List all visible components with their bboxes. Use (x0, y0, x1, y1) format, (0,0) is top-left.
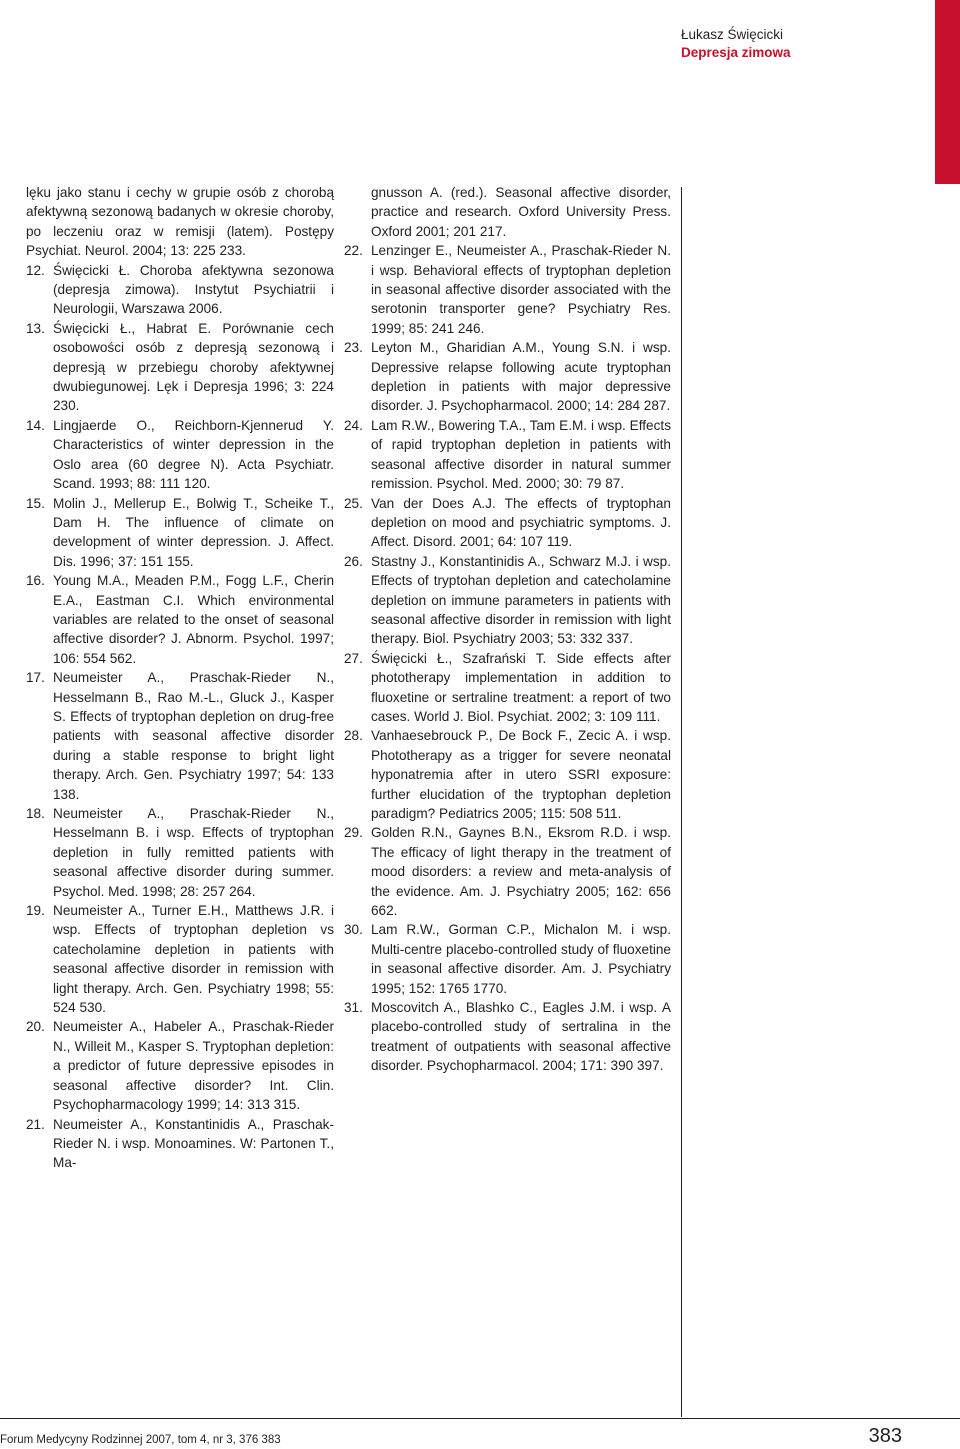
reference-entry (26, 494, 334, 572)
reference-text: Vanhaesebrouck P., De Bock F., Zecic A. i wsp. Phototherapy as a trigger for severe neonatal hyponatremia after in utero SSRI exposure: further elucidation of the tryptophan depletion paradigm? Pediatrics 2005; 115: 508 511. (371, 728, 671, 821)
reference-text: Neumeister A., Praschak-Rieder N., Hesselmann B. i wsp. Effects of tryptophan depletion in fully remitted patients with seasonal affective disorder during summer. Psychol. Med. 1998; 28: 257 264. (53, 806, 334, 899)
reference-entry (26, 416, 334, 494)
reference-entry (344, 998, 671, 1076)
reference-text: Święcicki Ł. Choroba afektywna sezonowa (depresja zimowa). Instytut Psychiatrii i Neurologii, Warszawa 2006. (53, 262, 334, 317)
footer-divider (0, 1418, 960, 1419)
reference-text: Neumeister A., Praschak-Rieder N., Hesselmann B., Rao M.-L., Gluck J., Kasper S. Effects of tryptophan depletion on drug-free patients with seasonal affective disorder during a stable response to bright light therapy. Arch. Gen. Psychiatry 1997; 54: 133 138. (53, 670, 334, 802)
reference-number: 24. (344, 417, 363, 433)
reference-number: 22. (344, 243, 363, 259)
reference-entry (344, 726, 671, 823)
footer-journal: Forum Medycyny Rodzinnej 2007, tom 4, nr 3, 376 383 (0, 1434, 281, 1446)
reference-entry (26, 1017, 334, 1114)
red-accent-bar (935, 0, 960, 184)
reference-text: Święcicki Ł., Szafrański T. Side effects after phototherapy implementation in addition to fluoxetine or sertraline treatment: a report of two cases. World J. Biol. Psychiat. 2002; 3: 109 111. (371, 650, 671, 724)
reference-entry (26, 668, 334, 804)
reference-number: 27. (344, 650, 363, 666)
reference-text: Lenzinger E., Neumeister A., Praschak-Rieder N. i wsp. Behavioral effects of tryptophan depletion in seasonal affective disorder associated with the serotonin transporter gene? Psychiatry Res. 1999; 85: 241 246. (371, 243, 671, 336)
reference-number: 28. (344, 728, 363, 744)
reference-number: 13. (26, 320, 45, 336)
reference-text: Stastny J., Konstantinidis A., Schwarz M.J. i wsp. Effects of tryptohan depletion and catecholamine depletion on immune parameters in patients with seasonal affective disorder in remission with light therapy. Biol. Psychiatry 2003; 53: 332 337. (371, 553, 671, 647)
reference-entry (26, 261, 334, 319)
reference-text: Neumeister A., Turner E.H., Matthews J.R. i wsp. Effects of tryptophan depletion vs catecholamine depletion in patients with seasonal affective disorder in remission with light therapy. Arch. Gen. Psychiatry 1998; 55: 524 530. (53, 903, 334, 1016)
page-number: 383 (868, 1425, 902, 1447)
header-title: Depresja zimowa (681, 45, 791, 60)
reference-number: 16. (26, 573, 45, 589)
header-author: Łukasz Święcicki (681, 27, 784, 42)
references-right-column (344, 183, 671, 1076)
reference-text: Van der Does A.J. The effects of tryptophan depletion on mood and psychiatric symptoms. J. Affect. Disord. 2001; 64: 107 119. (371, 495, 671, 550)
reference-text: Leyton M., Gharidian A.M., Young S.N. i wsp. Depressive relapse following acute tryptophan depletion in patients with major depressive disorder. J. Psychopharmacol. 2000; 14: 284 287. (371, 340, 671, 414)
reference-number: 29. (344, 825, 363, 841)
reference-entry (371, 183, 671, 241)
reference-number: 25. (344, 495, 363, 511)
reference-number: 21. (26, 1116, 45, 1132)
references-left-column (26, 183, 334, 1173)
reference-text: Lingjaerde O., Reichborn-Kjennerud Y. Characteristics of winter depression in the Oslo area (60 degree N). Acta Psychiatr. Scand. 1993; 88: 111 120. (53, 417, 334, 492)
reference-number: 26. (344, 553, 363, 569)
running-header (681, 26, 931, 62)
reference-entry (344, 649, 671, 727)
reference-entry (344, 920, 671, 998)
reference-entry (344, 494, 671, 552)
reference-text: gnusson A. (red.). Seasonal affective disorder, practice and research. Oxford University Press. Oxford 2001; 201 217. (371, 185, 671, 239)
reference-text: lęku jako stanu i cechy w grupie osób z chorobą afektywną sezonową badanych w okresie choroby, po leczeniu oraz w remisji (latem). Postępy Psychiat. Neurol. 2004; 13: 225 233. (26, 185, 334, 259)
reference-entry (26, 319, 334, 416)
reference-text: Young M.A., Meaden P.M., Fogg L.F., Cherin E.A., Eastman C.I. Which environmental variables are related to the onset of seasonal affective disorder? J. Abnorm. Psychol. 1997; 106: 554 562. (53, 573, 334, 666)
reference-text: Lam R.W., Gorman C.P., Michalon M. i wsp. Multi-centre placebo-controlled study of fluoxetine in seasonal affective disorder. Am. J. Psychiatry 1995; 152: 1765 1770. (371, 922, 671, 996)
reference-number: 20. (26, 1019, 45, 1035)
reference-number: 18. (26, 806, 45, 821)
column-divider (681, 187, 682, 1417)
reference-entry (26, 1115, 334, 1173)
reference-number: 14. (26, 417, 45, 433)
reference-number: 30. (344, 922, 363, 938)
reference-entry (26, 571, 334, 668)
reference-number: 12. (26, 262, 45, 278)
reference-entry (344, 241, 671, 338)
reference-number: 31. (344, 1000, 363, 1016)
reference-text: Molin J., Mellerup E., Bolwig T., Scheike T., Dam H. The influence of climate on development of winter depression. J. Affect. Dis. 1996; 37: 151 155. (53, 495, 334, 569)
reference-text: Moscovitch A., Blashko C., Eagles J.M. i wsp. A placebo-controlled study of sertralina in the treatment of outpatients with seasonal affective disorder. Psychopharmacol. 2004; 171: 390 397. (371, 1000, 671, 1074)
reference-number: 15. (26, 495, 45, 511)
reference-number: 23. (344, 340, 363, 356)
reference-number: 19. (26, 903, 45, 919)
reference-entry (26, 183, 334, 261)
reference-entry (344, 823, 671, 920)
reference-entry (26, 804, 334, 901)
reference-entry (344, 338, 671, 416)
reference-number: 17. (26, 670, 45, 686)
reference-text: Święcicki Ł., Habrat E. Porównanie cech osobowości osób z depresją sezonową i depresją w przebiegu choroby afektywnej dwubiegunowej. Lęk i Depresja 1996; 3: 224 230. (53, 320, 334, 414)
reference-entry (26, 901, 334, 1017)
reference-text: Golden R.N., Gaynes B.N., Eksrom R.D. i wsp. The efficacy of light therapy in the treatment of mood disorders: a review and meta-analysis of the evidence. Am. J. Psychiatry 2005; 162: 656 662. (371, 825, 671, 919)
reference-entry (344, 552, 671, 649)
reference-text: Neumeister A., Konstantinidis A., Praschak-Rieder N. i wsp. Monoamines. W: Partonen T., Ma- (53, 1116, 334, 1171)
reference-entry (344, 416, 671, 494)
reference-text: Lam R.W., Bowering T.A., Tam E.M. i wsp. Effects of rapid tryptophan depletion in patients with seasonal affective disorder in natural summer remission. Psychol. Med. 2000; 30: 79 87. (371, 417, 671, 492)
reference-text: Neumeister A., Habeler A., Praschak-Rieder N., Willeit M., Kasper S. Tryptophan depletion: a predictor of future depressive episodes in seasonal affective disorder? Int. Clin. Psychopharmacology 1999; 14: 313 315. (53, 1019, 334, 1113)
